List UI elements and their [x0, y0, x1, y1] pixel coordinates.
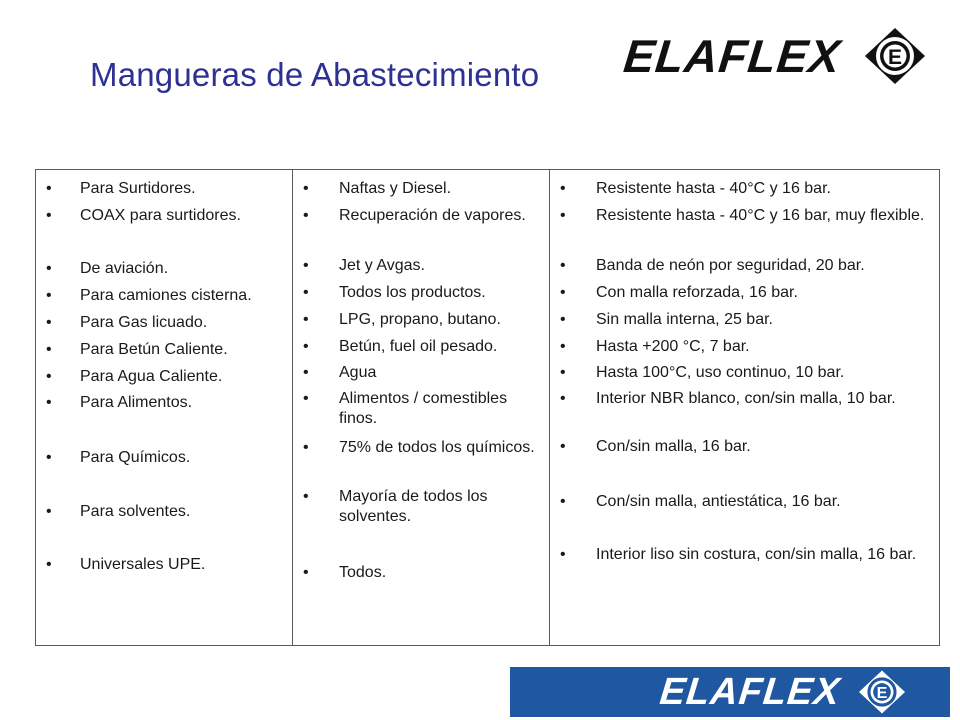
emblem-icon	[854, 669, 910, 715]
page-title: Mangueras de Abastecimiento	[90, 56, 540, 93]
footer-brand-bar	[510, 667, 950, 717]
elaflex-logo	[621, 26, 934, 86]
column-products: • Naftas y Diesel. • Recuperación de vapores. • Jet y Avgas. • Todos los productos. • LPG, propano, butano. • Betún, fuel oil pesado. • Agua • Alimentos / comestibles finos. • 75% de todos los químicos. • Mayoría de todos los solventes. • Todos.	[293, 170, 550, 645]
column-applications: • Para Surtidores. • COAX para surtidores. • De aviación. • Para camiones cisterna. • Para Gas licuado. • Para Betún Caliente. • Para Agua Caliente. • Para Alimentos. • Para Químicos. • Para solventes. • Universales UPE.	[36, 170, 293, 645]
logo-wordmark: ELAFLEX	[621, 30, 844, 82]
emblem-icon	[863, 26, 927, 86]
column-specifications: • Resistente hasta - 40°C y 16 bar. • Resistente hasta - 40°C y 16 bar, muy flexible. • Banda de neón por seguridad, 20 bar. • Con malla reforzada, 16 bar. • Sin malla interna, 25 bar. • Hasta +200 °C, 7 bar. • Hasta 100°C, uso continuo, 10 bar. • Interior NBR blanco, con/sin malla, 10 bar. • Con/sin malla, 16 bar. • Con/sin malla, antiestática, 16 bar. • Interior liso sin costura, con/sin malla, 16 bar.	[560, 180, 925, 563]
emblem-letter: E	[887, 46, 902, 69]
hose-table	[35, 169, 940, 646]
emblem-letter: E	[876, 684, 888, 703]
logo-wordmark: ELAFLEX	[657, 671, 843, 713]
